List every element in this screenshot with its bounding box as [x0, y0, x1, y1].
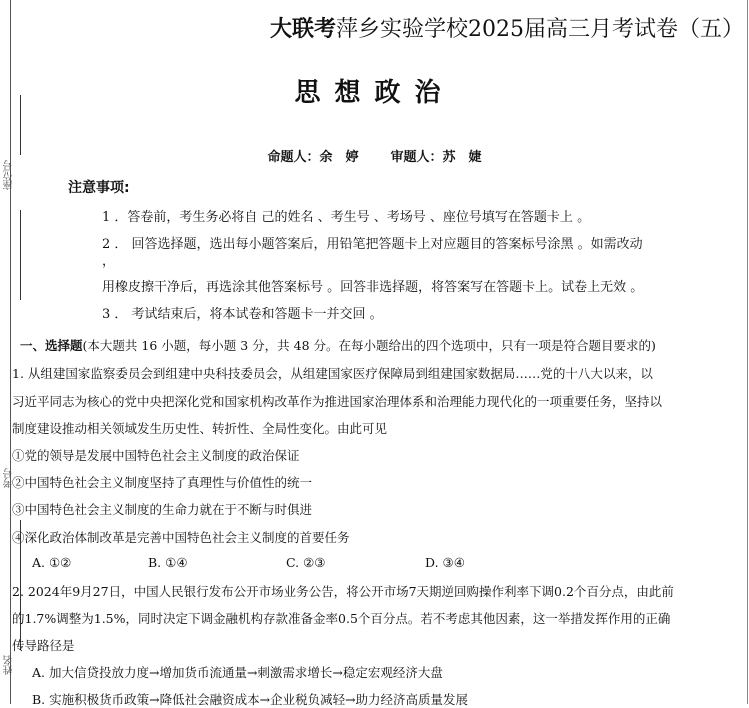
notice-item-1: 1 ．答卷前，考生务必将自 己的姓名 、考生号 、考场号 、座位号填写在答题卡上 。	[102, 210, 591, 225]
q1-statement-3: ③中国特色社会主义制度的生命力就在于不断与时俱进	[12, 502, 313, 517]
q2-stem-line-2: 的1.7%调整为1.5%，同时决定下调金融机构存款准备金率0.5个百分点。若不考虑其他因素，这一举措发挥作用的正确	[12, 611, 671, 626]
q1-stem-line-2: 习近平同志为核心的党中央把深化党和国家机构改革作为推进国家治理体系和治理能力现代化的一项重要任务，坚持以	[12, 394, 663, 409]
exam-title	[270, 12, 744, 43]
exam-title-text: 萍乡实验学校2025届高三月考试卷（五）	[336, 17, 745, 42]
q1-stem-line-1: 1. 从组建国家监察委员会到组建中央科技委员会，从组建国家医疗保障局到组建国家数据局……党的十八大以来，以	[12, 366, 653, 381]
q2-stem-line-3: 传导路径是	[12, 638, 75, 653]
exam-number-label: 考号	[4, 468, 15, 488]
q1-options	[32, 555, 465, 570]
author: 命题人：余 婷	[267, 150, 359, 165]
section-title: 一、选择题	[20, 338, 83, 353]
brand-label: 大联考	[270, 17, 337, 42]
q1-option-d: D. ③④	[425, 555, 465, 570]
q2-stem-line-1: 2. 2024年9月27日，中国人民银行发布公开市场业务公告，将公开市场7天期逆回购操作利率下调0.2个百分点，由此前	[12, 584, 674, 599]
name-label: 姓名	[4, 655, 15, 675]
subject-title: 思想政治	[294, 78, 455, 108]
notice-item-2: 2 ． 回答选择题，选出每小题答案后，用铅笔把答题卡上对应题目的答案标号涂黑 。如需改动	[102, 237, 643, 252]
q1-stem-line-3: 制度建设推动相关领域发生历史性、转折性、全局性变化。由此可见	[12, 421, 388, 436]
q1-option-c: C. ②③	[286, 555, 326, 570]
section-heading	[20, 336, 656, 354]
q2-option-b: B. 实施积极货币政策→降低社会融资成本→企业税负减轻→助力经济高质量发展	[32, 692, 469, 707]
section-desc: (本大题共 16 小题，每小题 3 分，共 48 分。在每小题给出的四个选项中，只有一项是符合题目要求的)	[82, 338, 656, 353]
q1-statement-1: ①党的领导是发展中国特色社会主义制度的政治保证	[12, 448, 300, 463]
seat-number-label: 座位号	[4, 160, 15, 190]
q1-option-b: B. ①④	[148, 555, 188, 570]
margin-line	[20, 210, 21, 300]
notice-item-3: 3 ． 考试结束后，将本试卷和答题卡一并交回 。	[102, 307, 383, 322]
q2-option-a: A. 加大信贷投放力度→增加货币流通量→刺激需求增长→稳定宏观经济大盘	[32, 665, 443, 680]
notice-heading: 注意事项:	[68, 180, 130, 196]
reviewer: 审题人：苏 婕	[390, 150, 482, 165]
notice-item-2-comma: ，	[102, 254, 116, 269]
authors-line	[0, 146, 749, 165]
q1-statement-4: ④深化政治体制改革是完善中国特色社会主义制度的首要任务	[12, 530, 350, 545]
q1-statement-2: ②中国特色社会主义制度坚持了真理性与价值性的统一	[12, 475, 313, 490]
q1-option-a: A. ①②	[32, 555, 72, 570]
notice-item-2-cont: 用橡皮擦干净后，再选涂其他答案标号 。回答非选择题，将答案写在答题卡上。试卷上无效 。	[102, 280, 644, 295]
